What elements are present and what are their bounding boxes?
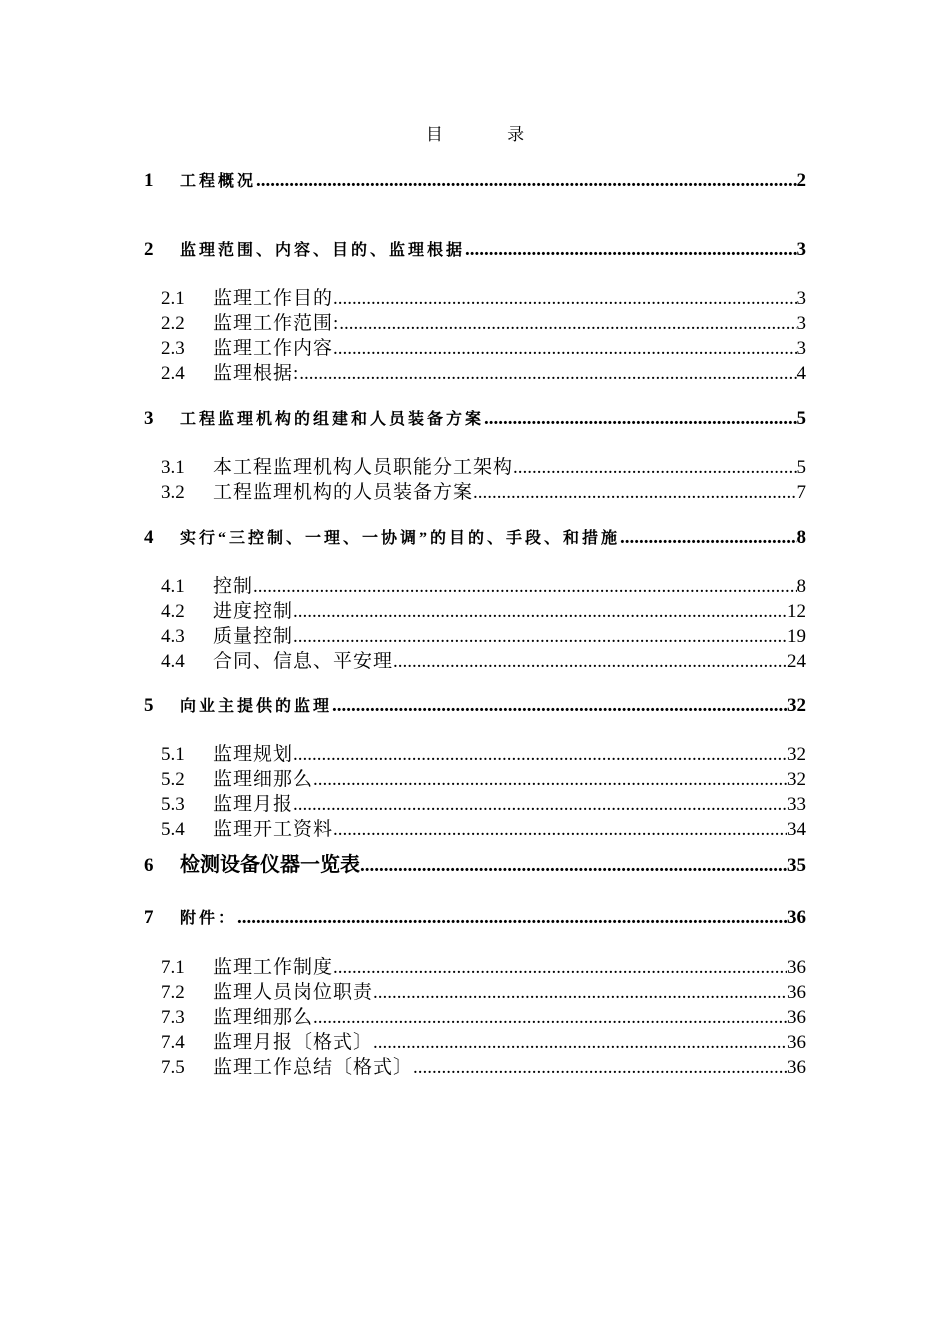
toc-entry-page: 32 xyxy=(787,695,806,716)
toc-entry-number: 3.2 xyxy=(161,482,185,503)
toc-entry-page: 8 xyxy=(796,527,806,548)
toc-section-entry[interactable] xyxy=(144,406,806,430)
toc-entry-label: 监理工作总结〔格式〕 xyxy=(213,1057,414,1078)
toc-entry-label: 监理工作范围: xyxy=(213,313,340,334)
toc-entry-page: 35 xyxy=(787,855,806,876)
toc-dot-leader xyxy=(465,239,796,261)
toc-subsection-entry[interactable] xyxy=(144,477,806,504)
toc-dot-leader xyxy=(313,1007,787,1029)
toc-section-entry[interactable] xyxy=(144,168,806,192)
toc-entry-page: 5 xyxy=(796,457,806,478)
toc-entry-page: 3 xyxy=(796,313,806,334)
toc-entry-page: 36 xyxy=(787,1007,806,1028)
toc-entry-number: 2 xyxy=(144,239,154,260)
toc-dot-leader xyxy=(333,957,787,979)
toc-dot-leader xyxy=(620,527,796,549)
toc-entry-page: 33 xyxy=(787,794,806,815)
toc-entry-number: 3 xyxy=(144,408,154,429)
toc-entry-page: 36 xyxy=(787,1032,806,1053)
toc-subsection-entry[interactable] xyxy=(144,1027,806,1054)
toc-entry-page: 2 xyxy=(796,170,806,191)
toc-subsection-entry[interactable] xyxy=(144,977,806,1004)
toc-dot-leader xyxy=(237,907,787,929)
toc-entry-label: 附件： xyxy=(180,910,238,927)
toc-entry-page: 32 xyxy=(787,769,806,790)
toc-subsection-entry[interactable] xyxy=(144,621,806,648)
toc-dot-leader xyxy=(473,482,796,504)
toc-dot-leader xyxy=(484,408,796,430)
toc-dot-leader xyxy=(293,794,787,816)
toc-entry-page: 7 xyxy=(796,482,806,503)
toc-entry-label: 监理月报 xyxy=(213,794,294,815)
toc-dot-leader xyxy=(413,1057,787,1079)
toc-entry-number: 2.4 xyxy=(161,363,185,384)
toc-entry-page: 36 xyxy=(787,907,806,928)
toc-dot-leader xyxy=(333,338,796,360)
toc-entry-number: 2.2 xyxy=(161,313,185,334)
toc-entry-number: 7.5 xyxy=(161,1057,185,1078)
toc-entry-label: 合同、信息、平安理 xyxy=(213,651,394,672)
toc-entry-page: 34 xyxy=(787,819,806,840)
toc-entry-label: 监理根据: xyxy=(213,363,300,384)
toc-dot-leader xyxy=(256,170,796,192)
toc-dot-leader xyxy=(332,695,787,717)
toc-subsection-entry[interactable] xyxy=(144,283,806,310)
toc-subsection-entry[interactable] xyxy=(144,764,806,791)
toc-dot-leader xyxy=(293,744,787,766)
toc-dot-leader xyxy=(373,982,787,1004)
toc-entry-number: 5.4 xyxy=(161,819,185,840)
toc-entry-number: 4.2 xyxy=(161,601,185,622)
toc-entry-number: 5.1 xyxy=(161,744,185,765)
toc-entry-page: 8 xyxy=(796,576,806,597)
toc-entry-number: 4 xyxy=(144,527,154,548)
toc-subsection-entry[interactable] xyxy=(144,739,806,766)
toc-subsection-entry[interactable] xyxy=(144,952,806,979)
toc-entry-label: 监理月报〔格式〕 xyxy=(213,1032,374,1053)
toc-section-entry[interactable] xyxy=(144,905,806,929)
toc-entry-page: 5 xyxy=(796,408,806,429)
toc-entry-number: 4.1 xyxy=(161,576,185,597)
toc-section-entry[interactable] xyxy=(144,525,806,549)
toc-dot-leader xyxy=(339,313,796,335)
toc-entry-label: 工程概况 xyxy=(180,173,257,190)
toc-subsection-entry[interactable] xyxy=(144,1052,806,1079)
toc-subsection-entry[interactable] xyxy=(144,1002,806,1029)
toc-entry-number: 7.2 xyxy=(161,982,185,1003)
toc-entry-label: 工程监理机构的组建和人员装备方案 xyxy=(180,411,485,428)
toc-entry-label: 监理工作目的 xyxy=(213,288,334,309)
toc-dot-leader xyxy=(373,1032,787,1054)
toc-entry-number: 5.2 xyxy=(161,769,185,790)
toc-entry-page: 12 xyxy=(787,601,806,622)
toc-entry-page: 3 xyxy=(796,239,806,260)
toc-entry-page: 36 xyxy=(787,957,806,978)
toc-section-entry[interactable] xyxy=(144,237,806,261)
toc-entry-number: 6 xyxy=(144,855,154,876)
toc-entry-label: 向业主提供的监理 xyxy=(180,698,333,715)
toc-subsection-entry[interactable] xyxy=(144,333,806,360)
toc-subsection-entry[interactable] xyxy=(144,452,806,479)
toc-subsection-entry[interactable] xyxy=(144,814,806,841)
toc-subsection-entry[interactable] xyxy=(144,358,806,385)
toc-entry-page: 3 xyxy=(796,288,806,309)
toc-entry-number: 7.3 xyxy=(161,1007,185,1028)
toc-entry-page: 36 xyxy=(787,1057,806,1078)
toc-entry-page: 24 xyxy=(787,651,806,672)
toc-dot-leader xyxy=(313,769,787,791)
toc-subsection-entry[interactable] xyxy=(144,789,806,816)
toc-entry-label: 监理开工资料 xyxy=(213,819,334,840)
toc-dot-leader xyxy=(253,576,796,598)
toc-dot-leader xyxy=(293,626,787,648)
toc-entry-label: 监理范围、内容、目的、监理根据 xyxy=(180,242,466,259)
toc-dot-leader xyxy=(393,651,787,673)
toc-entry-label: 质量控制 xyxy=(213,626,294,647)
toc-dot-leader xyxy=(333,288,796,310)
toc-entry-page: 4 xyxy=(796,363,806,384)
toc-subsection-entry[interactable] xyxy=(144,308,806,335)
toc-entry-label: 实行“三控制、一理、一协调”的目的、手段、和措施 xyxy=(180,530,621,547)
toc-entry-number: 7.4 xyxy=(161,1032,185,1053)
toc-entry-number: 7 xyxy=(144,907,154,928)
toc-entry-number: 1 xyxy=(144,170,154,191)
toc-entry-label: 监理工作制度 xyxy=(213,957,334,978)
toc-entry-number: 5 xyxy=(144,695,154,716)
toc-title: 目 录 xyxy=(425,125,555,144)
toc-entry-label: 监理工作内容 xyxy=(213,338,334,359)
toc-entry-label: 监理细那么 xyxy=(213,1007,314,1028)
toc-dot-leader xyxy=(333,819,787,841)
toc-section-entry[interactable] xyxy=(144,693,806,717)
toc-entry-page: 32 xyxy=(787,744,806,765)
toc-entry-label: 工程监理机构的人员装备方案 xyxy=(213,482,474,503)
toc-entry-number: 5.3 xyxy=(161,794,185,815)
toc-entry-label: 检测设备仪器一览表 xyxy=(180,854,360,876)
toc-entry-label: 进度控制 xyxy=(213,601,294,622)
toc-dot-leader xyxy=(360,855,787,877)
toc-subsection-entry[interactable] xyxy=(144,596,806,623)
toc-subsection-entry[interactable] xyxy=(144,646,806,673)
toc-subsection-entry[interactable] xyxy=(144,571,806,598)
toc-dot-leader xyxy=(293,601,787,623)
toc-entry-page: 3 xyxy=(796,338,806,359)
toc-dot-leader xyxy=(299,363,796,385)
toc-dot-leader xyxy=(513,457,796,479)
toc-entry-label: 监理规划 xyxy=(213,744,294,765)
toc-section-entry[interactable] xyxy=(144,848,806,877)
toc-entry-number: 2.3 xyxy=(161,338,185,359)
toc-entry-number: 7.1 xyxy=(161,957,185,978)
toc-entry-label: 本工程监理机构人员职能分工架构 xyxy=(213,457,514,478)
toc-entry-page: 19 xyxy=(787,626,806,647)
toc-entry-number: 4.3 xyxy=(161,626,185,647)
toc-entry-number: 3.1 xyxy=(161,457,185,478)
toc-entry-page: 36 xyxy=(787,982,806,1003)
toc-entry-number: 2.1 xyxy=(161,288,185,309)
toc-entry-label: 监理细那么 xyxy=(213,769,314,790)
toc-entry-number: 4.4 xyxy=(161,651,185,672)
toc-entry-label: 控制 xyxy=(213,576,254,597)
toc-entry-label: 监理人员岗位职责 xyxy=(213,982,374,1003)
